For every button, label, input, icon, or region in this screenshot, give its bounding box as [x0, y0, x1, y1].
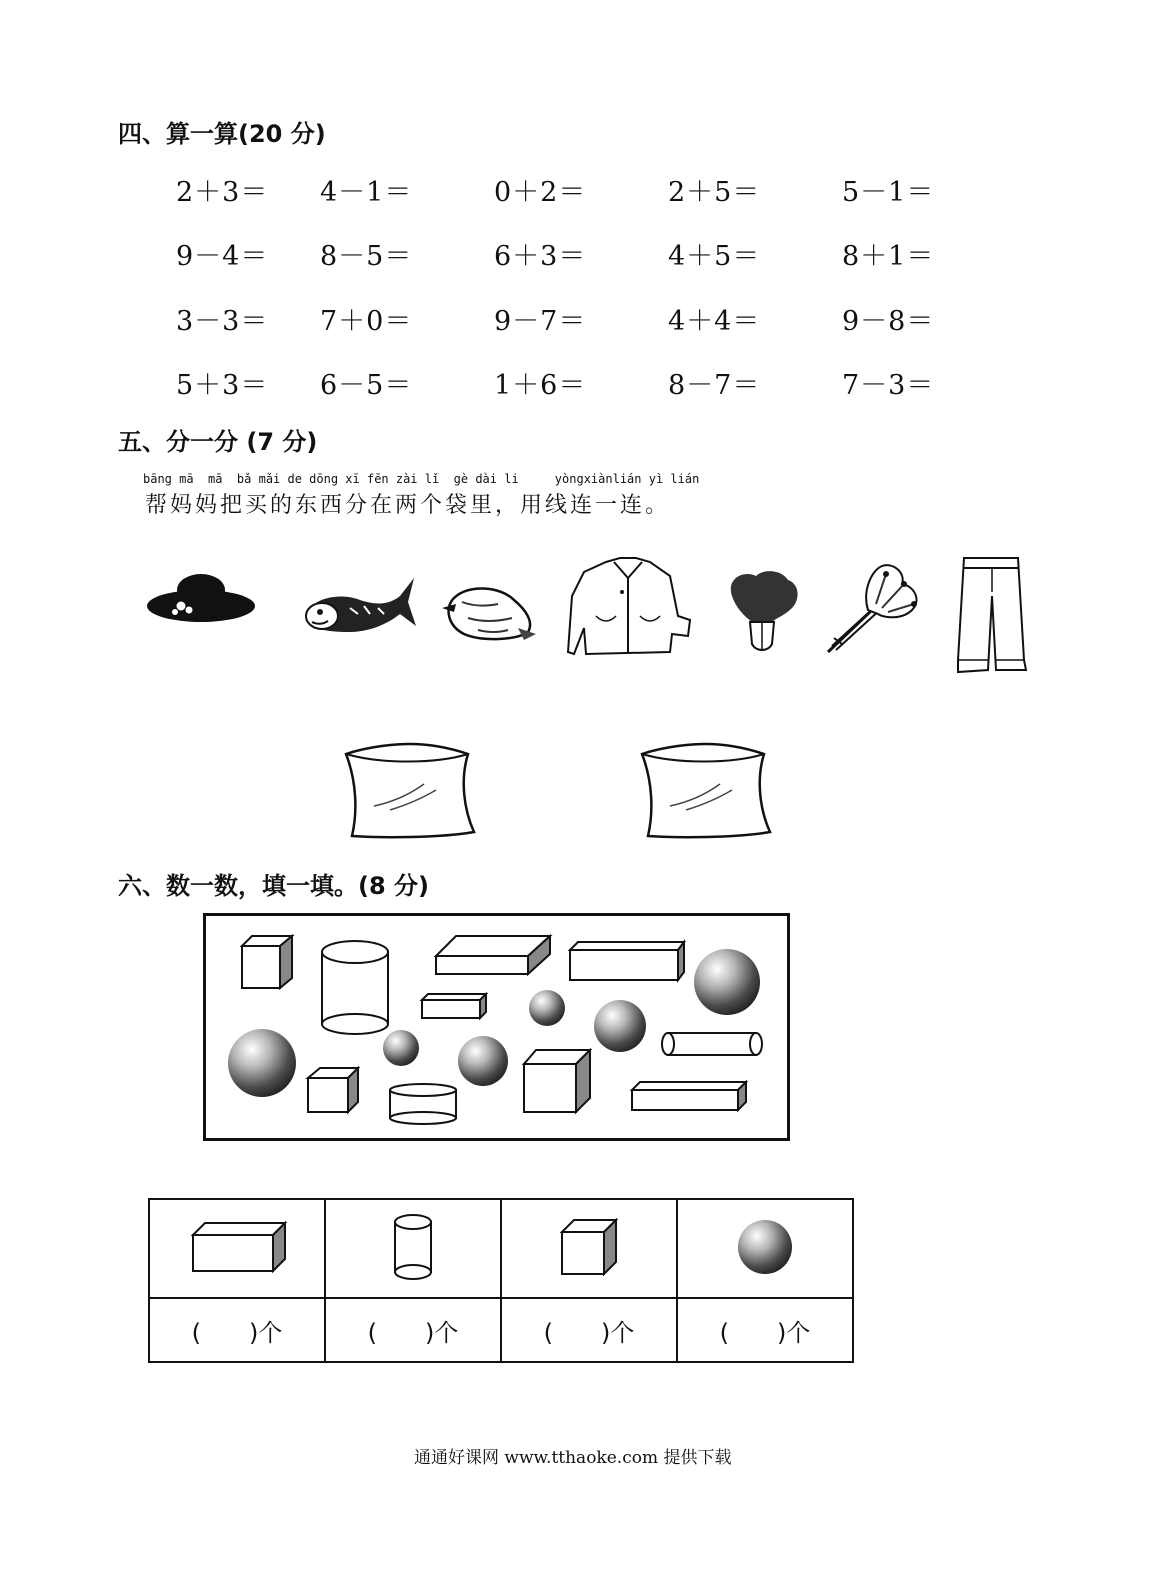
hat-icon	[145, 568, 257, 630]
sphere-icon	[736, 1218, 794, 1276]
count-blank-cylinder[interactable]: ( )个	[325, 1298, 501, 1362]
count-blank-sphere[interactable]: ( )个	[677, 1298, 853, 1362]
sphere-icon	[694, 949, 760, 1015]
chicken-icon	[438, 578, 538, 644]
bag-icon	[340, 740, 480, 840]
cube-icon	[524, 1050, 590, 1112]
equation: 9－4＝	[176, 241, 269, 272]
equation: 7－3＝	[842, 370, 935, 401]
cabbage-icon	[722, 566, 802, 654]
equation: 1＋6＝	[494, 370, 587, 401]
sphere-icon	[383, 1030, 419, 1066]
count-header-cube	[501, 1199, 677, 1298]
equation: 8＋1＝	[842, 241, 935, 272]
count-blank-cube[interactable]: ( )个	[501, 1298, 677, 1362]
cube-icon	[308, 1068, 358, 1112]
equation: 0＋2＝	[494, 177, 587, 208]
jacket-icon	[566, 556, 692, 660]
cuboid-icon	[570, 942, 684, 980]
equation: 4＋4＝	[668, 306, 761, 337]
trousers-icon	[954, 556, 1030, 676]
cuboid-icon	[242, 936, 292, 988]
cylinder-icon	[390, 1084, 456, 1124]
sphere-icon	[458, 1036, 508, 1086]
cylinder-icon	[322, 941, 388, 1034]
pinyin-line: bāng mā mā bǎ mǎi de dōng xī fēn zài lǐ gè dài li yòngxiànlián yì lián	[143, 472, 700, 486]
count-header-cylinder	[325, 1199, 501, 1298]
bag-icon	[636, 740, 776, 840]
sphere-icon	[228, 1029, 296, 1097]
equation: 4＋5＝	[668, 241, 761, 272]
equation: 2＋3＝	[176, 177, 269, 208]
equation: 4－1＝	[320, 177, 413, 208]
equation: 7＋0＝	[320, 306, 413, 337]
equation: 9－7＝	[494, 306, 587, 337]
section6-title: 六、数一数，填一填。(8 分)	[118, 872, 429, 900]
instruction-text: 帮妈妈把买的东西分在两个袋里，用线连一连。	[145, 493, 671, 518]
cylinder-icon	[391, 1212, 435, 1282]
count-blank-cuboid[interactable]: ( )个	[149, 1298, 325, 1362]
cube-icon	[558, 1216, 620, 1278]
cylinder-icon	[662, 1033, 762, 1055]
vegetable-bunch-icon	[822, 560, 924, 656]
count-header-sphere	[677, 1199, 853, 1298]
footer-text: 通通好课网 www.tthaoke.com 提供下载	[414, 1448, 732, 1468]
count-table	[148, 1198, 854, 1363]
cuboid-icon	[436, 936, 550, 974]
equation: 9－8＝	[842, 306, 935, 337]
sphere-icon	[529, 990, 565, 1026]
sphere-icon	[594, 1000, 646, 1052]
section5-title: 五、分一分 (7 分)	[118, 428, 318, 456]
equation: 8－7＝	[668, 370, 761, 401]
equation: 8－5＝	[320, 241, 413, 272]
count-header-cuboid	[149, 1199, 325, 1298]
cuboid-icon	[187, 1219, 287, 1275]
cuboid-icon	[422, 994, 486, 1018]
equation: 5－1＝	[842, 177, 935, 208]
cuboid-icon	[632, 1082, 746, 1110]
equation: 5＋3＝	[176, 370, 269, 401]
equation: 2＋5＝	[668, 177, 761, 208]
equation: 3－3＝	[176, 306, 269, 337]
fish-icon	[300, 574, 418, 646]
equation: 6＋3＝	[494, 241, 587, 272]
section4-title: 四、算一算(20 分)	[118, 120, 326, 148]
shapes-panel	[203, 913, 790, 1141]
equation: 6－5＝	[320, 370, 413, 401]
